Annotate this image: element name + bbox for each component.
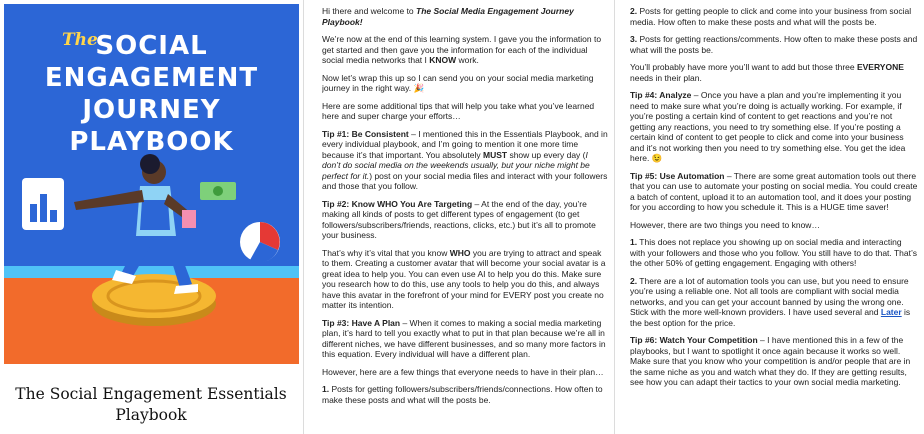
text-run: 3. xyxy=(630,34,638,44)
text-run: Tip #2: Know WHO You Are Targeting xyxy=(322,198,473,209)
text-run: That’s why it’s vital that you know xyxy=(322,247,450,258)
text-run: Posts for getting followers/subscribers/friends/connections. How often to make these posts and what will the posts be. xyxy=(322,384,603,405)
book-cover-panel xyxy=(0,0,302,434)
book-caption xyxy=(0,384,302,426)
text-run: EVERYONE xyxy=(856,62,904,72)
text-run: you are trying to attract and speak to them. Creating a customer avatar that will become your social avatar is a great idea to help you. You can even use AI to help you do this. Make sure you research how to do this, use any tools to help you do this, and always have this avatar in the forefront of your mind for EVERY post you create no matter its intention. xyxy=(322,247,606,310)
cover-title xyxy=(4,30,299,158)
tip-3 xyxy=(322,318,608,360)
text-run: work. xyxy=(456,55,479,65)
paragraph: However, here are a few things that everyone needs to have in their plan… xyxy=(322,366,604,377)
text-run: 2. xyxy=(630,275,638,286)
text-run: needs in their plan. xyxy=(630,72,702,83)
text-run: – I have mentioned this in a few of the playbooks, but I want to spotlight it once again because it works so well. Make sure that you know who your competition is and/or people that are in the same niche as you and watch what they do. If they are getting results, see how you can adapt their tactics to your own social media marketing. xyxy=(630,335,911,387)
text-run: Posts for getting reactions/comments. How often to make these posts and what will the posts be. xyxy=(630,34,918,55)
paragraph xyxy=(630,62,918,83)
text-run: Hi there and welcome to xyxy=(322,6,417,16)
cover-title-line: SOCIAL xyxy=(95,31,208,61)
text-run: We’re now at the end of this learning system. I gave you the information to get started and then gave you the information for each of the individual social media networks that I xyxy=(322,34,602,65)
text-run: – I mentioned this in the Essentials Playbook, and in every individual playbook, and I’m going to mention it one more time because it’s that important. You absolutely xyxy=(322,128,608,160)
cover-title-line: ENGAGEMENT xyxy=(44,63,259,93)
page-column-left xyxy=(322,6,608,432)
text-run: Tip #6: Watch Your Competition xyxy=(630,335,758,345)
automation-note-2 xyxy=(630,276,918,329)
text-run: – At the end of the day, you’re making all kinds of posts to get different types of engagement (to get followers/subscribers/friends, reactions, clicks, etc.) but it’s all to promote your business. xyxy=(322,198,596,240)
page-divider xyxy=(303,0,304,434)
later-link[interactable]: Later xyxy=(880,307,902,317)
text-run: I don’t do social media on the weekends usually, but your niche might be perfect for it. xyxy=(322,149,590,181)
text-run: The Social Media Engagement Journey Playbook! xyxy=(322,6,574,27)
book-cover xyxy=(4,4,299,364)
paragraph: However, there are two things you need to know… xyxy=(630,219,820,230)
cover-title-line: JOURNEY xyxy=(82,95,221,125)
plan-item-3 xyxy=(630,34,918,55)
text-run: – There are some great automation tools out there that you can use to automate your posting on social media. You could create a batch of content, upload it to an automation tool, and it does your posting for you according to how you schedule it. This is a HUGE time saver! xyxy=(630,170,918,212)
text-run: – Once you have a plan and you’re implementing it you need to make sure what you’re doing is actually working. For example, if you’re posting a certain kind of content to get reactions and you’re not getting any reactions, you need to try something else. If you’re posting a certain kind of content to get people to click and come into your business and it’s not working then you need to try something else. You get the idea here. 😉 xyxy=(630,90,906,163)
text-run: MUST xyxy=(482,149,508,160)
plan-item-2 xyxy=(630,6,918,27)
cover-title-line: PLAYBOOK xyxy=(69,127,234,157)
text-run: ) post on your social media files and interact with your followers and those that you follow. xyxy=(322,170,608,191)
text-run: Tip #1: Be Consistent xyxy=(322,128,409,139)
paragraph: Now let’s wrap this up so I can send you on your social media marketing journey in the right way. 🎉 xyxy=(322,72,594,93)
text-run: – When it comes to making a social media marketing plan, it’s hard to tell you exactly what to put in that plan because we’re all in different niches, we have different businesses, and so many more factors in this equation. Every individual will have a different plan. xyxy=(322,317,606,359)
book-caption-line: The Social Engagement Essentials xyxy=(15,385,287,403)
paragraph: Here are some additional tips that will help you take what you’ve learned here and super charge your efforts… xyxy=(322,100,595,121)
text-run: Tip #4: Analyze xyxy=(630,90,692,100)
tip-6 xyxy=(630,335,918,388)
page-divider xyxy=(614,0,615,434)
plan-item-1 xyxy=(322,384,608,405)
text-run: This does not replace you showing up on social media and interacting with your followers and those who you follow. You still have to do that. That’s the other 50% of getting engagement. Engaging with others! xyxy=(630,237,917,268)
page-column-right xyxy=(630,6,918,432)
text-run: KNOW xyxy=(429,55,457,65)
text-run: WHO xyxy=(449,247,471,258)
paragraph xyxy=(322,34,608,66)
text-run: Tip #5: Use Automation xyxy=(630,170,725,181)
text-run: show up every day ( xyxy=(507,149,586,160)
paragraph xyxy=(322,248,608,311)
text-run: You’ll probably have more you’ll want to add but those three xyxy=(630,62,857,72)
intro-paragraph xyxy=(322,6,608,27)
tip-2 xyxy=(322,199,608,241)
tip-5 xyxy=(630,171,918,213)
text-run: There are a lot of automation tools you can use, but you need to ensure you’re using a reliable one. Not all tools are compliant with social media networks, and you can get your account banned by using the wrong one. Stick with the more well-known providers. I have used several and xyxy=(630,275,909,317)
tip-4 xyxy=(630,90,918,164)
book-caption-line: Playbook xyxy=(115,406,187,424)
text-run: 1. xyxy=(630,237,638,247)
text-run: 2. xyxy=(630,6,638,16)
text-run: Tip #3: Have A Plan xyxy=(322,317,401,328)
tip-1 xyxy=(322,129,608,192)
text-run: is the best option for the price. xyxy=(630,307,911,328)
cover-the-word: The xyxy=(62,30,98,50)
text-run: 1. xyxy=(322,384,330,394)
text-run: Posts for getting people to click and come into your business from social media. How often to make these posts and what will the posts be. xyxy=(630,6,912,27)
automation-note-1 xyxy=(630,237,918,269)
